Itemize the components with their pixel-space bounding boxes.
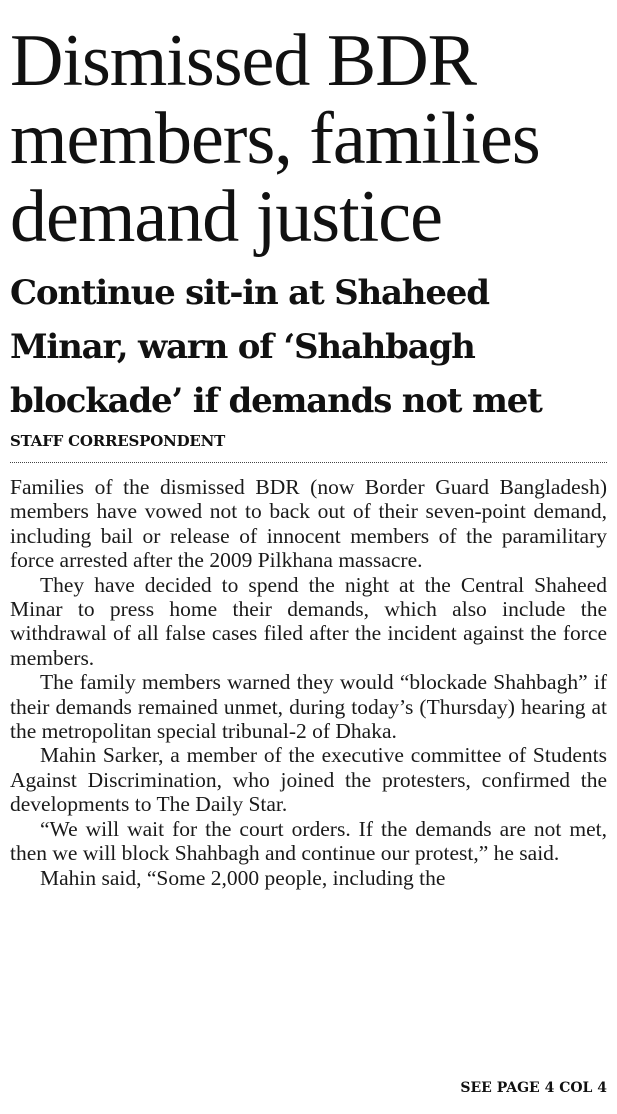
paragraph-3: The family members warned they would “blockade Shahbagh” if their demands remained unmet, during today’s (Thursday) hearing at the metropolitan special tribunal-2 of Dhaka.: [10, 670, 607, 744]
paragraph-5: “We will wait for the court orders. If the demands are not met, then we will block Shahbagh and continue our protest,” he said.: [10, 816, 607, 866]
paragraph-2: They have decided to spend the night at the Central Shaheed Minar to press home their demands, which also include the withdrawal of all false cases filed after the incident against the force members.: [10, 572, 607, 670]
paragraph-1: Families of the dismissed BDR (now Border Guard Bangladesh) members have vowed not to back out of their seven-point demand, including bail or release of innocent members of the paramilitary force arrested after the 2009 Pilkhana massacre.: [10, 475, 607, 573]
paragraph-4: Mahin Sarker, a member of the executive committee of Students Against Discrimination, who joined the protesters, confirmed the developments to The Daily Star.: [10, 743, 607, 817]
continuation-jump-line: SEE PAGE 4 COL 4: [460, 1080, 607, 1096]
headline: Dismissed BDR members, families demand justice: [10, 20, 540, 258]
byline: STAFF CORRESPONDENT: [10, 432, 226, 450]
paragraph-6: Mahin said, “Some 2,000 people, including the: [40, 865, 446, 890]
news-article: [10, 0, 607, 890]
subheadline: Continue sit-in at Shaheed Minar, warn of ‘Shahbagh blockade’ if demands not met: [10, 273, 542, 421]
dotted-divider: [10, 462, 607, 463]
article-body: [10, 475, 607, 890]
